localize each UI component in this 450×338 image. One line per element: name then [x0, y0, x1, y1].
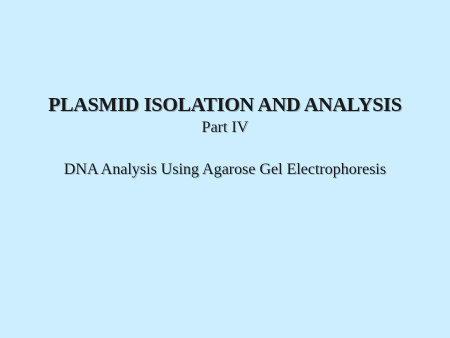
title-block [0, 93, 450, 138]
slide-title: PLASMID ISOLATION AND ANALYSIS [48, 94, 402, 116]
slide-part-label: Part IV [201, 119, 249, 136]
slide-subtitle: DNA Analysis Using Agarose Gel Electrophoresis [63, 161, 387, 178]
